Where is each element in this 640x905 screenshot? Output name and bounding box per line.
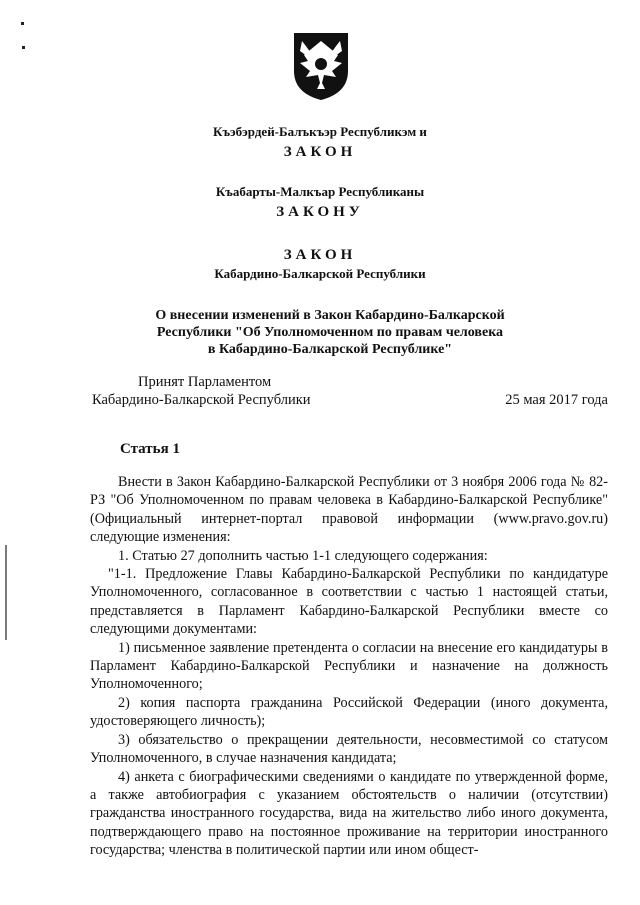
list-item: 1) письменное заявление претендента о согласии на внесение его кандидатуры в Парламент Кабардино-Балкарской Республики и назначение на должность Уполномоченного; (90, 639, 608, 693)
law-title-line: Республики "Об Уполномоченном по правам человека (156, 325, 504, 340)
eagle-emblem-icon (290, 31, 352, 101)
scan-speck (22, 46, 25, 49)
paragraph: 1. Статью 27 дополнить частью 1-1 следующего содержания: (118, 547, 488, 564)
header-subtitle-kabardian: Къэбэрдей-Балъкъэр Республикэм и (213, 124, 427, 139)
paragraph: Внести в Закон Кабардино-Балкарской Республики от 3 ноября 2006 года № 82-РЗ "Об Уполномоченном по правам человека в Кабардино-Балкарской Республике" (Официальный интернет-портал правовой информации (www.pravo.gov.ru) следующие изменения: (90, 474, 608, 546)
parliament-name-line: Кабардино-Балкарской Республики (92, 392, 311, 408)
article-heading: Статья 1 (120, 441, 180, 457)
list-item: 3) обязательство о прекращении деятельности, несовместимой со статусом Уполномоченного, в случае назначения кандидата; (90, 731, 608, 767)
header-subtitle-balkar: Къабарты-Малкъар Республиканы (215, 184, 425, 199)
scan-edge-mark (5, 545, 7, 640)
adopted-by-line: Принят Парламентом (138, 374, 272, 390)
scan-speck (21, 22, 24, 25)
header-title-balkar: ЗАКОНУ (276, 204, 364, 220)
law-title-line: О внесении изменений в Закон Кабардино-Балкарской (155, 308, 505, 323)
header-subtitle-russian: Кабардино-Балкарской Республики (214, 266, 426, 281)
adoption-statement (92, 373, 311, 409)
coat-of-arms-emblem (290, 31, 352, 101)
header-title-russian: ЗАКОН (283, 247, 357, 263)
header-title-kabardian: ЗАКОН (283, 144, 357, 160)
law-title (150, 307, 510, 358)
list-item: 4) анкета с биографическими сведениями о кандидате по утвержденной форме, а также автобиография с указанием обстоятельств о наличии (отсутствии) гражданства иностранного государства, вида на жительство либо иного документа, подтверждающего право на постоянное проживание на территории иностранного государства; членства в политической партии или ином общест- (90, 768, 608, 859)
adoption-date: 25 мая 2017 года (505, 392, 608, 408)
law-title-line: в Кабардино-Балкарской Республике" (207, 342, 453, 357)
paragraph: "1-1. Предложение Главы Кабардино-Балкарской Республики по кандидатуре Уполномоченного, согласованное в соответствии с частью 1 настоящей статьи, представляется в Парламент Кабардино-Балкарской Республики вместе со следующими документами: (90, 566, 608, 638)
list-item: 2) копия паспорта гражданина Российской Федерации (иного документа, удостоверяющего личность); (90, 694, 608, 730)
article-body (90, 473, 608, 860)
